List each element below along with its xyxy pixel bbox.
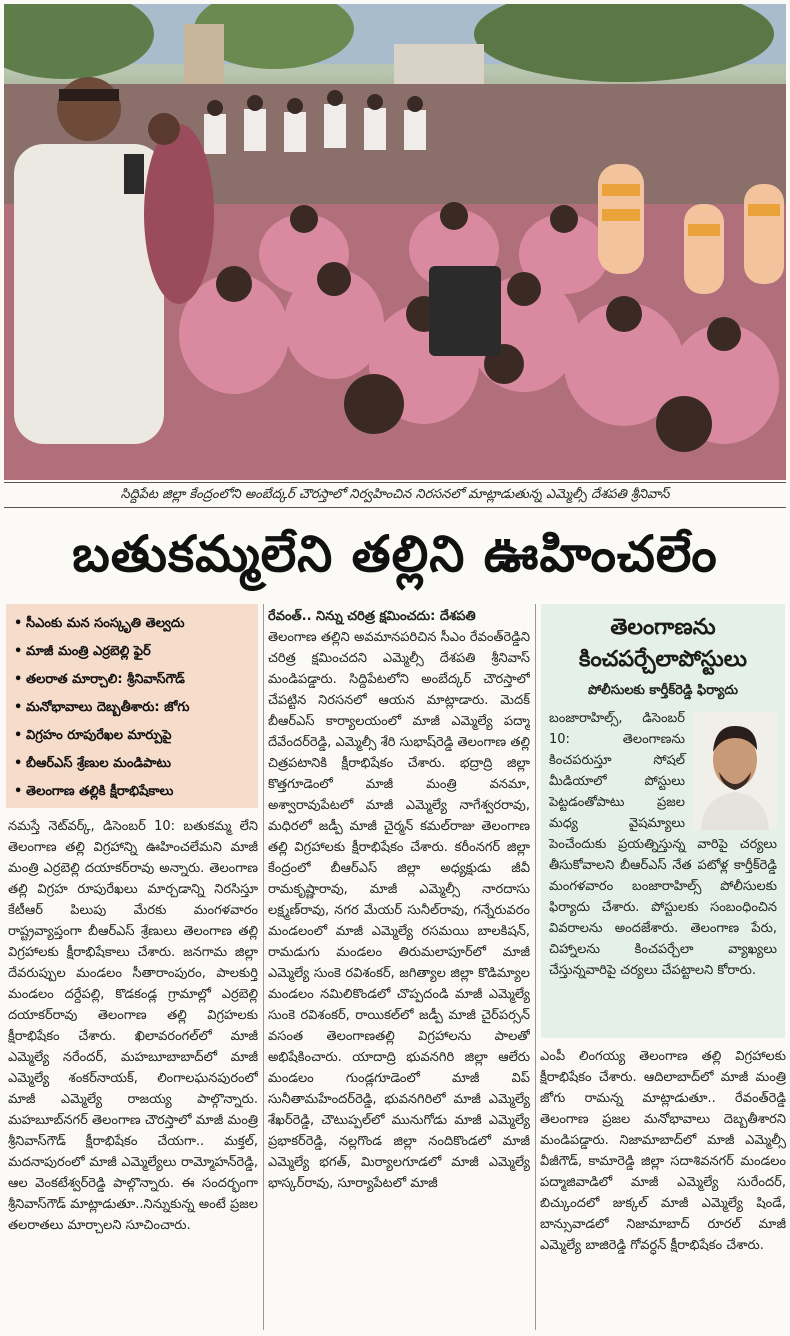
sidebar-text: బంజారాహిల్స్‌, డిసెంబర్‌ 10: తెలంగాణను కించపరుస్తూ సోషల్‌ మీడియాలో పోస్టులు పెట్టడంతోపాటు ప్రజల మధ్య వైషమ్యాలు పెంచేందుకు ప్రయత్నిస్తున్న వారిపై చర్యలు తీసుకోవాలని బీఆర్‌ఎస్‌ నేత పటోళ్ల కార్తీక్‌రెడ్డి మంగళవారం బంజారాహిల్స్‌ పోలీసులకు ఫిర్యాదు చేశారు. పోస్టులకు సంబంధించిన వివరాలను అందజేశారు. తెలంగాణ పేరు, చిహ్నాలను కించపర్చేలా వ్యాఖ్యలు చేస్తున్నవారిపై చర్యలు చేపట్టాలని కోరారు. <box>549 711 777 978</box>
photo-caption: సిద్దిపేట జిల్లా కేంద్రంలోని అంబేద్కర్‌ చౌరస్తాలో నిర్వహించిన నిరసనలో మాట్లాడుతున్న ఎమ్మెల్సీ దేశపతి శ్రీనివాస్ <box>4 482 786 508</box>
highlight-item: • మాజీ మంత్రి ఎర్రబెల్లి ఫైర్‌ <box>12 638 252 666</box>
sidebar-subtitle: పోలీసులకు కార్తీక్‌రెడ్డి ఫిర్యాదు <box>587 683 739 698</box>
headline: బతుకమ్మలేని తల్లిని ఊహించలేం <box>72 525 718 583</box>
highlight-item: • తెలంగాణ తల్లికి క్షీరాభిషేకాలు <box>12 778 252 806</box>
sidebar-body <box>549 708 777 981</box>
article-text: ఎంపీ లింగయ్య తెలంగాణ తల్లి విగ్రహాలకు క్షీరాభిషేకం చేశారు. ఆదిలాబాద్‌లో మాజీ మంత్రి జోగు రామన్న మాట్లాడుతూ.. రేవంత్‌రెడ్డి తెలంగాణ ప్రజల మనోభావాలు దెబ్బతీశారని మండిపడ్డారు. నిజామాబాద్‌లో మాజీ ఎమ్మెల్సీ వీజీగౌడ్‌, కామారెడ్డి జిల్లా సదాశివనగర్‌ మండలం పద్మాజివాడిలో మాజీ ఎమ్మెల్యే సురేందర్‌, బిచ్కుందలో జుక్కల్‌ మాజీ ఎమ్మెల్యే షిండే, బాన్సువాడలో నిజామాబాద్‌ రూరల్‌ మాజీ ఎమ్మెల్యే బాజిరెడ్డి గోవర్ధన్‌ క్షీరాభిషేకం చేశారు. <box>540 1049 786 1253</box>
highlight-item: • తలరాత మార్చాలి: శ్రీనివాస్‌గౌడ్‌ <box>12 666 252 694</box>
portrait-illustration <box>693 712 777 830</box>
sidebar-title-line-1: తెలంగాణను <box>610 615 716 640</box>
highlight-item: • మనోభావాలు దెబ్బతీశారు: జోగు <box>12 694 252 722</box>
article-text: నమస్తే నెట్‌వర్క్‌, డిసెంబర్‌ 10: బతుకమ్మ లేని తెలంగాణ తల్లి విగ్రహాన్ని ఊహించలేమని మాజీ మంత్రి ఎర్రబెల్లి దయాకర్‌రావు అన్నారు. తెలంగాణ తల్లి విగ్రహ రూపురేఖలు మార్చడాన్ని నిరసిస్తూ కేటీఆర్‌ పిలుపు మేరకు మంగళవారం రాష్ట్రవ్యాప్తంగా బీఆర్‌ఎస్‌ శ్రేణులు తెలంగాణ తల్లి విగ్రహాలకు క్షీరాభిషేకాలు చేశారు. జనగామ జిల్లా దేవరుప్పుల మండలం సీతారాంపురం, పాలకుర్తి మండలం దర్దేపల్లి, కొడకండ్ల గ్రామాల్లో ఎర్రబెల్లి దయాకర్‌రావు తెలంగాణ తల్లి విగ్రహలకు క్షీరాభిషేకం చేశారు. ఖిలావరంగల్‌లో మాజీ ఎమ్మెల్యే నరేందర్‌, మహబూబాబాద్‌లో మాజీ ఎమ్మెల్యే శంకర్‌నాయక్‌, లింగాలఘనపురంలో మాజీ ఎమ్మెల్యే రాజయ్య పాల్గొన్నారు. మహబూబ్‌నగర్‌ తెలంగాణ చౌరస్తాలో మాజీ మంత్రి శ్రీనివాస్‌గౌడ్‌ క్షీరాభిషేకం చేయగా.. మక్తల్‌, మదనాపురంలో మాజీ ఎమ్మెల్యేలు రామ్మోహన్‌రెడ్డి, ఆల వెంకటేశ్వర్‌రెడ్డి పాల్గొన్నారు. ఈ సందర్భంగా శ్రీనివాస్‌గౌడ్‌ మాట్లాడుతూ..నిన్నుకున్న అంటే ప్రజల తలరాతలు మార్చాలని సూచించారు. <box>8 819 258 1233</box>
article-column-1 <box>8 816 258 1328</box>
highlight-item: • బీఆర్‌ఎస్‌ శ్రేణుల మండిపాటు <box>12 750 252 778</box>
sidebar-title-line-2: కించపర్చేలాపోస్టులు <box>578 647 747 672</box>
highlight-item: • విగ్రహం రూపురేఖల మార్పుపై <box>12 722 252 750</box>
portrait-photo <box>693 712 777 830</box>
highlights-box <box>6 604 258 808</box>
article-column-2 <box>268 606 530 1330</box>
column-divider <box>535 604 536 1330</box>
article-column-3 <box>540 1046 786 1330</box>
column-divider <box>263 604 264 1330</box>
news-photo <box>4 4 786 480</box>
protest-photo-illustration <box>4 4 786 480</box>
highlight-item: • సీఎంకు మన సంస్కృతి తెల్వదు <box>12 610 252 638</box>
article-text: తెలంగాణ తల్లిని అవమానపరిచిన సీఎం రేవంత్‌రెడ్డిని చరిత్ర క్షమించదని ఎమ్మెల్సీ దేశపతి శ్రీనివాస్‌ మండిపడ్డారు. సిద్దిపేటలోని అంబేద్కర్‌ చౌరస్తాలో చేపట్టిన నిరసనలో ఆయన మాట్లాడారు. మెదక్‌ బీఆర్‌ఎస్‌ కార్యాలయంలో మాజీ ఎమ్మెల్యే పద్మా దేవేందర్‌రెడ్డి, ఎమ్మెల్సీ శేరి సుభాష్‌రెడ్డి తెలంగాణ తల్లి చిత్రపటానికి క్షీరాభిషేకం చేశారు. భద్రాద్రి జిల్లా కొత్తగూడెంలో మాజీ మంత్రి వనమా, అశ్వారావుపేటలో మాజీ ఎమ్మెల్యే నాగేశ్వరరావు, మధిరలో జడ్పీ మాజీ చైర్మన్‌ కమల్‌రాజు తెలంగాణ తల్లి విగ్రహాలకు క్షీరాభిషేకం చేశారు. కరీంనగర్‌ జిల్లా కేంద్రంలో బీఆర్‌ఎస్‌ జిల్లా అధ్యక్షుడు జీవీ రామకృష్ణారావు, మాజీ ఎమ్మెల్సీ నారదాసు లక్ష్మణ్‌రావు, నగర మేయర్‌ సునీల్‌రావు, గన్నేరువరం మండలంలో మాజీ ఎమ్మెల్యే రసమయి బాలకిషన్‌, రామడుగు మండలం తిరుమలాపూర్‌లో మాజీ ఎమ్మెల్యే సుంకె రవిశంకర్‌, జగిత్యాల జిల్లా కొడిమ్యాల మండలం నమిలికొండలో చొప్పదండి మాజీ ఎమ్మెల్యే సుంకె రవిశంకర్‌, రాయికల్‌లో జడ్పీ మాజీ చైర్‌పర్సన్‌ వసంత తెలంగాణతల్లి విగ్రహాలను పాలతో అభిషేకించారు. యాదాద్రి భువనగిరి జిల్లా ఆలేరు మండలం గుండ్లగూడెంలో మాజీ విప్‌ సునీతామహేందర్‌రెడ్డి, భువనగిరిలో మాజీ ఎమ్మెల్యే శేఖర్‌రెడ్డి, చౌటుప్పల్‌లో మునుగోడు మాజీ ఎమ్మెల్యే ప్రభాకర్‌రెడ్డి, నల్లగొండ జిల్లా నందికొండలో మాజీ ఎమ్మెల్యే భగత్‌, మిర్యాలగూడలో మాజీ ఎమ్మెల్యే భాస్కర్‌రావు, సూర్యాపేటలో మాజీ <box>268 630 530 1191</box>
sidebar-story-box <box>541 604 785 1038</box>
subheading: రేవంత్‌.. నిన్ను చరిత్ర క్షమించదు: దేశపతి <box>268 609 476 624</box>
